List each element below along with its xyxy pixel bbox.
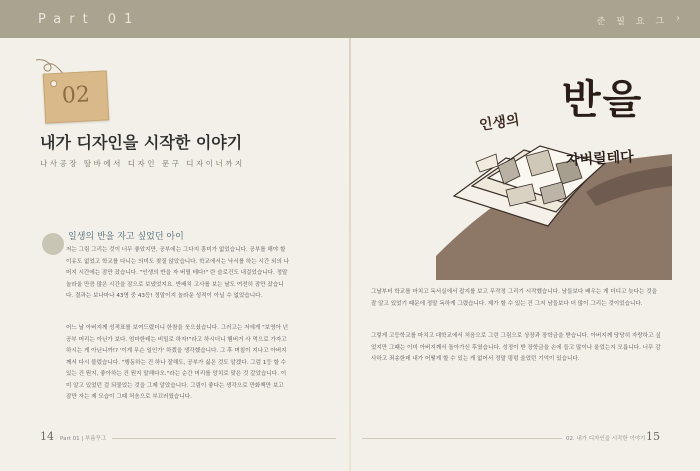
right-footer-rule <box>362 438 562 439</box>
right-page-number: 15 <box>646 430 660 443</box>
body-paragraph: 어느 날 아버지께 성적표를 보여드렸더니 한참을 웃으셨습니다. 그러고는 저에게 "보영아 넌 공부 머리는 아닌가 보다. 엄마한테는 비밀로 하자!"라고 하시더니 햄버거 사 먹으로 가자고 하시는 게 아닌니까!? '이게 무슨 일인가' 하겠을 생각했습니다. 그 후 며칠이 지나고 아버지께서 다시 불렀습니다. "행동하는 건 하나 잘해도, 공부가 싫은 것도 알겠다. 그럼 1등 할 수 있는 건 뭔지, 좋아하는 건 뭔지 말해다오."라는 순간 머리를 망치로 맞은 것 같았습니다. 이미 알고 있었던 걸 되물었는 것을 그제 알았습니다. 그림이 좋다는 생각으로 만화책만 보고 잠만 자는 제 모습이 그때 처음으로 부끄러웠습니다. <box>66 325 289 400</box>
left-footer-text: Part 01 | 부름꾸그 <box>60 436 107 442</box>
chapter-tag <box>43 70 110 123</box>
arrow-right-icon: › <box>676 13 680 24</box>
right-footer-text: 02. 내가 디자인을 시작한 이야기 <box>566 436 646 442</box>
handwritten-lettering-big: 반을 <box>562 77 644 123</box>
chapter-title: 내가 디자인을 시작한 이야기 <box>40 133 243 152</box>
body-paragraph: 그날부터 학교를 마치고 독서실에서 잡지를 보고 무작정 그리기 시작했습니다. 남들보다 배우는 게 더디고 늦다는 것을 잘 알고 있었기 때문에 정말 독하게 그렸습니다. 제가 할 수 있는 건 그저 남들보다 더 많이 그리는 것이었습니다. <box>371 289 658 307</box>
part-label: Part 01 <box>38 12 141 27</box>
chapter-subtitle: 나사공장 딸바에서 디자인 문구 디자이너까지 <box>40 159 245 168</box>
book-spine <box>349 38 351 471</box>
left-page-number: 14 <box>40 430 54 443</box>
handwritten-lettering-bottom: 자버릴테다 <box>565 149 635 169</box>
body-paragraph: 저는 그림 그리는 것이 너무 좋았지만, 공부에는 그다지 흥미가 없었습니다. 공부를 해야 할 이유도 없었고 학교를 다니는 의미도 찾질 않았습니다. 학교에서는 낙서를 하는 시간 외의 나머지 시간에는 잠만 잤습니다. "인생의 반을 자 버릴 테다!" 란 슬로건도 내걸었습니다. 정말 놀라울 만큼 많은 시간을 잠으로 보냈었지요. 반배치 고사를 보는 날도 여전히 잠만 잤습니다. 결과는 보나마나 43명 중 43등! 정말이지 놀라운 성적이 아닐 수 없었습니다. <box>66 247 290 299</box>
body-paragraph: 그렇게 고등학교를 마치고 대학교에서 처음으로 그린 그림으로 상장과 장학금을 받습니다. 아버지께 당당히 자랑하고 싶었지만 그때는 이미 아버지께서 돌아가신 후였습니다. 성정이 받 장학금을 손에 들고 많이나 울었는지 모릅니다. 너무 감사하고 죄송한데 내가 어떻게 할 수 있는 게 없어서 정말 펑펑 울었던 기억이 있습니다. <box>371 333 661 362</box>
chapter-number: 02 <box>61 82 91 109</box>
section-heading: 일생의 반을 자고 싶었던 아이 <box>68 232 184 242</box>
left-footer-rule <box>112 438 336 439</box>
handwritten-lettering-small: 인생의 <box>478 112 521 134</box>
header-right-label: 준 필 요 그 <box>596 17 668 27</box>
section-circle-icon <box>42 233 64 255</box>
